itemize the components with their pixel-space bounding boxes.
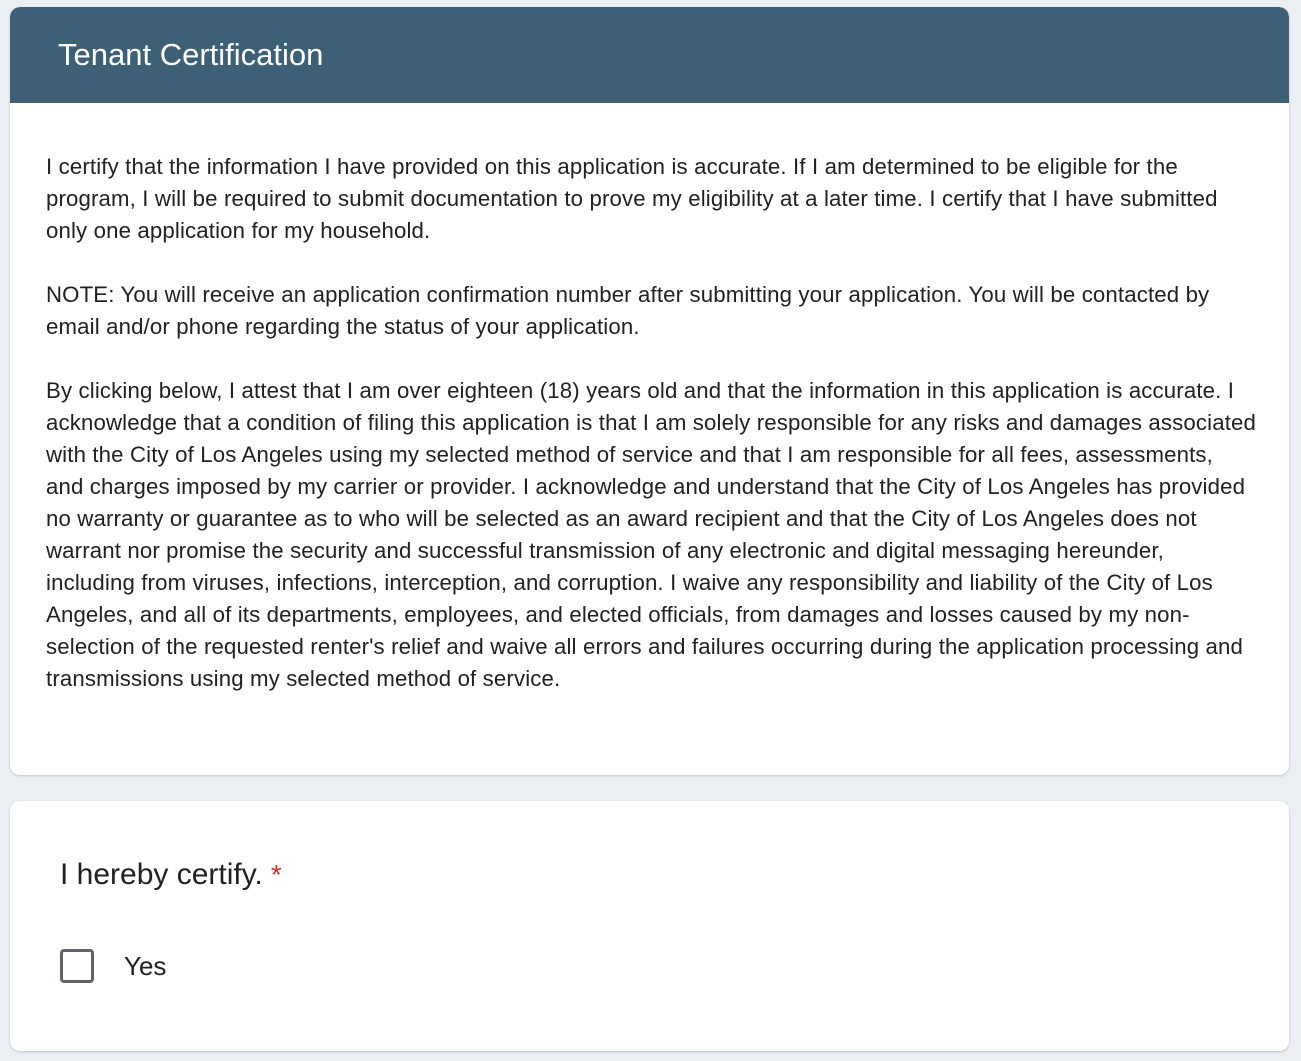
- certification-paragraph: I certify that the information I have provided on this application is accurate. If I am determined to be eligible for the program, I will be required to submit documentation to prove my eligibility at a later time. I certify that I have submitted only one application for my household.: [46, 154, 1218, 243]
- section-header: [10, 7, 1289, 103]
- section-card: [10, 7, 1289, 775]
- attestation-paragraph: By clicking below, I attest that I am over eighteen (18) years old and that the information in this application is accurate. I acknowledge that a condition of filing this application is that I am solely responsible for any risks and damages associated with the City of Los Angeles using my selected method of service and that I am responsible for all fees, assessments, and charges imposed by my carrier or provider. I acknowledge and understand that the City of Los Angeles has provided no warranty or guarantee as to who will be selected as an award recipient and that the City of Los Angeles does not warrant nor promise the security and successful transmission of any electronic and digital messaging hereunder, including from viruses, infections, interception, and corruption. I waive any responsibility and liability of the City of Los Angeles, and all of its departments, employees, and elected officials, from damages and losses caused by my non-selection of the requested renter's relief and waive all errors and failures occurring during the application processing and transmissions using my selected method of service.: [46, 378, 1256, 691]
- question-card: [10, 801, 1289, 1051]
- question-title-text: I hereby certify.: [60, 858, 263, 891]
- question-title: [60, 857, 282, 893]
- section-title: Tenant Certification: [58, 37, 324, 72]
- option-yes-label[interactable]: Yes: [124, 950, 167, 981]
- note-paragraph: NOTE: You will receive an application confirmation number after submitting your application. You will be contacted by email and/or phone regarding the status of your application.: [46, 282, 1210, 339]
- section-description: [46, 151, 1256, 695]
- option-yes[interactable]: [60, 944, 166, 988]
- checkbox-yes[interactable]: [60, 949, 94, 983]
- required-marker: *: [270, 859, 282, 890]
